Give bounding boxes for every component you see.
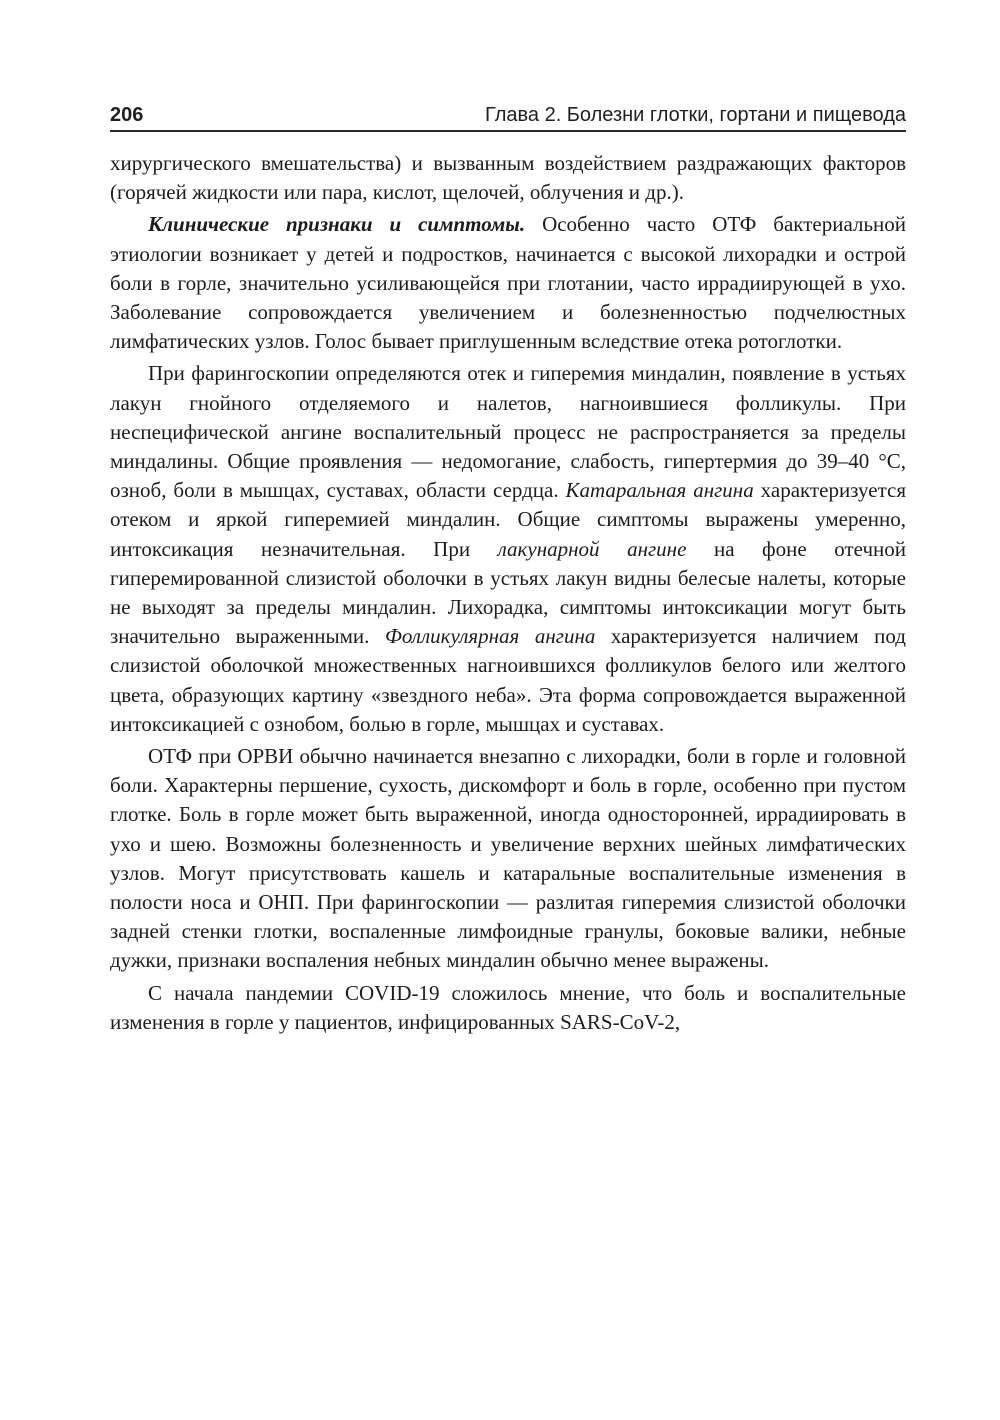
paragraph-text: С начала пандемии COVID-19 сложилось мнение, что боль и воспалительные изменения в горле у пациентов, инфицированных SARS-CoV-2,: [110, 980, 906, 1034]
page-number: 206: [110, 104, 144, 126]
paragraph-covid: [110, 979, 906, 1037]
paragraph-arvi: [110, 742, 906, 976]
paragraph-continuation: [110, 149, 906, 207]
running-header: [110, 100, 906, 132]
term-catarrhal-angina: Катаральная ангина: [565, 478, 754, 503]
paragraph-text: При фарингоскопии определяются отек и гиперемия миндалин, появление в устьях лакун гнойного отделяемого и налетов, нагноившиеся фолликулы. При неспецифической ангине воспалительный процесс не распространяется за пределы миндалины. Общие проявления — недомогание, слабость, гипертермия до 39–40 °С, озноб, боли в мышцах, суставах, области сердца.: [110, 361, 906, 503]
paragraph-pharyngoscopy: [110, 359, 906, 739]
paragraph-text: хирургического вмешательства) и вызванным воздействием раздражающих факторов (горячей жидкости или пара, кислот, щелочей, облучения и др.).: [110, 151, 906, 205]
chapter-title: Глава 2. Болезни глотки, гортани и пищевода: [484, 104, 906, 126]
term-follicular-angina: Фолликулярная ангина: [384, 624, 596, 649]
paragraph-text: характеризуется отеком и яркой гиперемией миндалин. Общие симптомы выражены умеренно, интоксикация незначительная. При: [110, 478, 906, 561]
section-run-in-heading: Клинические признаки и симптомы.: [148, 212, 526, 237]
paragraph-clinical-signs: [110, 210, 906, 356]
body-text: [110, 149, 906, 1040]
term-lacunar-angina: лакунарной ангине: [497, 536, 687, 561]
paragraph-text: на фоне отечной гиперемированной слизистой оболочки в устьях лакун видны белесые налеты, которые не выходят за пределы миндалин. Лихорадка, симптомы интоксикации могут быть значительно выраженными.: [110, 536, 906, 649]
paragraph-text: характеризуется наличием под слизистой оболочкой множественных нагноившихся фолликулов белого или желтого цвета, образующих картину «звездного неба». Эта форма сопровождается выраженной интоксикацией с ознобом, болью в горле, мышцах и суставах.: [110, 624, 906, 736]
paragraph-text: Особенно часто ОТФ бактериальной этиологии возникает у детей и подростков, начинается с высокой лихорадки и острой боли в горле, значительно усиливающейся при глотании, часто иррадиирующей в ухо. Заболевание сопровождается увеличением и болезненностью подчелюстных лимфатических узлов. Голос бывает приглушенным вследствие отека ротоглотки.: [110, 212, 906, 354]
paragraph-text: ОТФ при ОРВИ обычно начинается внезапно с лихорадки, боли в горле и головной боли. Характерны першение, сухость, дискомфорт и боль в горле, особенно при пустом глотке. Боль в горле может быть выраженной, иногда односторонней, иррадиировать в ухо и шею. Возможны болезненность и увеличение верхних шейных лимфатических узлов. Могут присутствовать кашель и катаральные воспалительные изменения в полости носа и ОНП. При фарингоскопии — разлитая гиперемия слизистой оболочки задней стенки глотки, воспаленные лимфоидные гранулы, боковые валики, небные дужки, признаки воспаления небных миндалин обычно менее выражены.: [110, 744, 906, 973]
